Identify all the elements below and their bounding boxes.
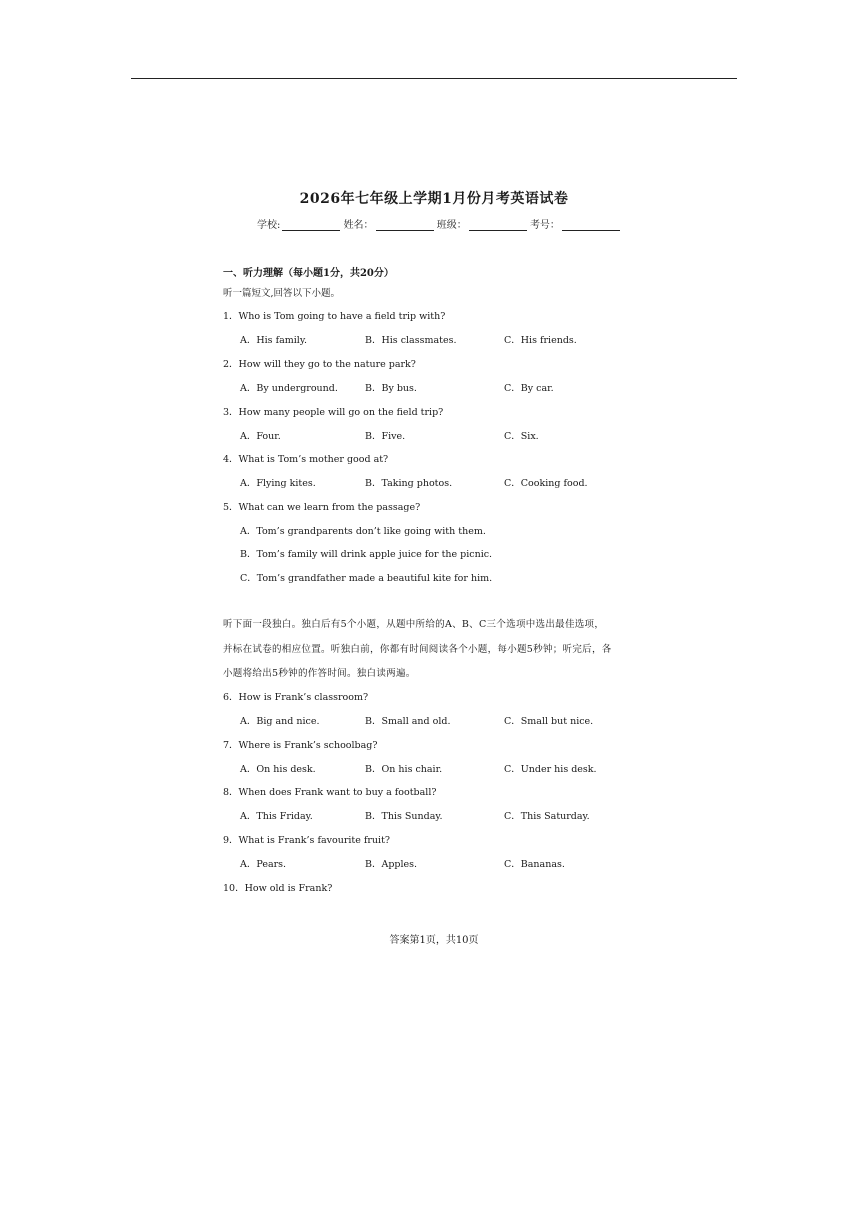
- question-stem: 6．How is Frank’s classroom?: [223, 692, 369, 703]
- question-stem: 5．What can we learn from the passage?: [223, 502, 421, 513]
- option-b: B．His classmates.: [365, 335, 457, 346]
- option-c: C．Tom’s grandfather made a beautiful kite for him.: [240, 573, 493, 584]
- option-a: A．Pears.: [240, 859, 287, 870]
- header-rule: [131, 78, 737, 79]
- exam-title: 2026年七年级上学期1月份月考英语试卷: [299, 191, 569, 207]
- option-a: A．Tom’s grandparents don’t like going with them.: [240, 526, 486, 537]
- class-label: 班级：: [436, 220, 467, 231]
- option-c: C．Cooking food.: [504, 478, 588, 489]
- option-a: A．This Friday.: [240, 811, 313, 822]
- option-a: A．Four.: [240, 431, 281, 442]
- school-blank: [282, 220, 340, 231]
- option-a: A．By underground.: [240, 383, 338, 394]
- option-b: B．Small and old.: [365, 716, 451, 727]
- question-stem: 10．How old is Frank?: [223, 883, 333, 894]
- option-c: C．Six.: [504, 431, 539, 442]
- student-info-row: [257, 216, 620, 231]
- option-c: C．Small but nice.: [504, 716, 594, 727]
- question-stem: 1．Who is Tom going to have a field trip with?: [223, 311, 446, 322]
- option-c: C．His friends.: [504, 335, 577, 346]
- option-b: B．On his chair.: [365, 764, 443, 775]
- option-b: B．By bus.: [365, 383, 417, 394]
- page-footer: 答案第1页，共10页: [389, 935, 479, 946]
- option-a: A．Flying kites.: [240, 478, 316, 489]
- option-b: B．Taking photos.: [365, 478, 453, 489]
- option-b: B．Tom’s family will drink apple juice for the picnic.: [240, 549, 493, 560]
- question-stem: 2．How will they go to the nature park?: [223, 359, 416, 370]
- question-stem: 8．When does Frank want to buy a football?: [223, 787, 437, 798]
- monologue-instruction-line: 并标在试卷的相应位置。听独白前，你都有时间阅读各个小题，每小题5秒钟；听完后，各: [223, 644, 612, 655]
- monologue-instruction-line: 小题将给出5秒钟的作答时间。独白读两遍。: [223, 668, 416, 679]
- class-blank: [469, 220, 527, 231]
- option-c: C．By car.: [504, 383, 554, 394]
- option-c: C．Bananas.: [504, 859, 565, 870]
- option-b: B．Five.: [365, 431, 406, 442]
- exam-number-blank: [562, 220, 620, 231]
- question-stem: 7．Where is Frank’s schoolbag?: [223, 740, 378, 751]
- option-c: C．Under his desk.: [504, 764, 597, 775]
- section-heading: 一、听力理解（每小题1分，共20分）: [223, 268, 394, 279]
- question-stem: 3．How many people will go on the field trip?: [223, 407, 444, 418]
- name-blank: [376, 220, 434, 231]
- school-label: 学校:: [257, 220, 281, 231]
- option-a: A．Big and nice.: [240, 716, 320, 727]
- monologue-instruction-line: 听下面一段独白。独白后有5个小题，从题中所给的A、B、C三个选项中选出最佳选项，: [223, 619, 605, 630]
- option-b: B．Apples.: [365, 859, 418, 870]
- name-label: 姓名：: [343, 220, 374, 231]
- option-a: A．On his desk.: [240, 764, 316, 775]
- option-c: C．This Saturday.: [504, 811, 590, 822]
- exam-number-label: 考号：: [529, 220, 560, 231]
- option-b: B．This Sunday.: [365, 811, 443, 822]
- section-instruction: 听一篇短文,回答以下小题。: [223, 288, 341, 299]
- option-a: A．His family.: [240, 335, 307, 346]
- question-stem: 9．What is Frank’s favourite fruit?: [223, 835, 390, 846]
- question-stem: 4．What is Tom’s mother good at?: [223, 454, 389, 465]
